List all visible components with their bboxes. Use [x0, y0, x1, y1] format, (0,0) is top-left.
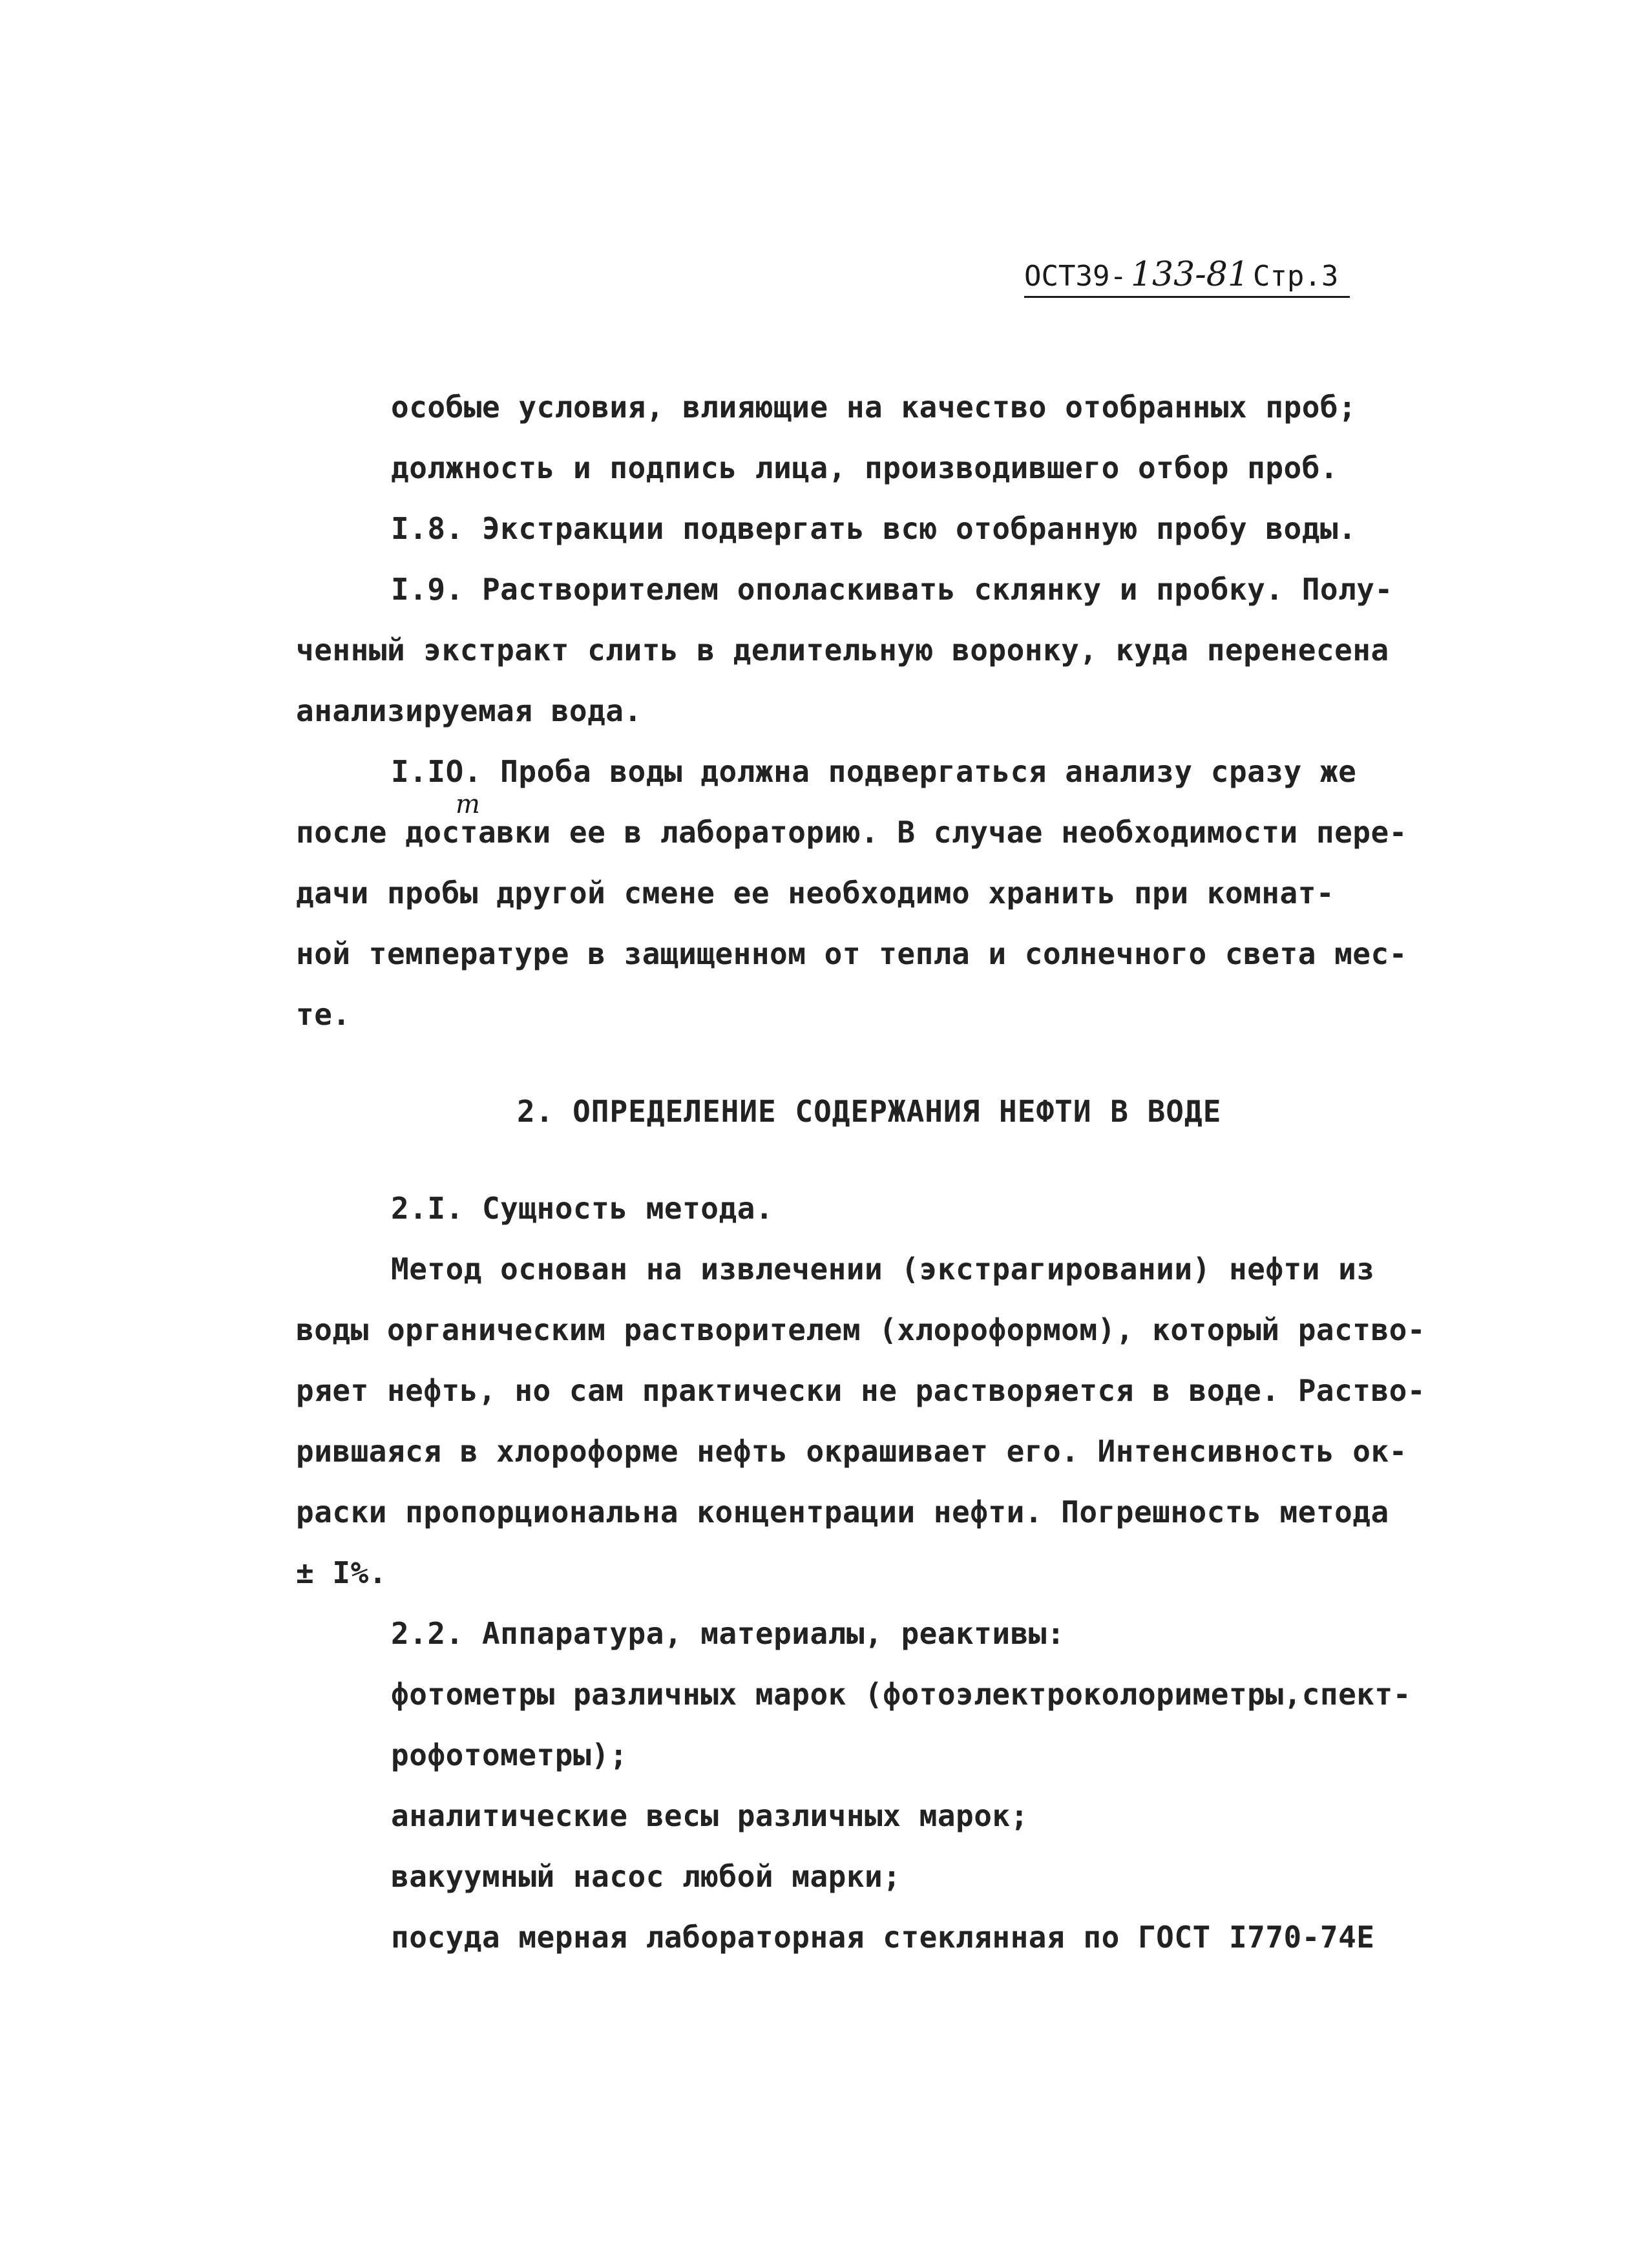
text-line: I.8. Экстракции подвергать всю отобранную пробу воды. — [391, 511, 1357, 546]
text-line: должность и подпись лица, производившего отбор проб. — [391, 450, 1339, 485]
subsection-heading: 2.2. Аппаратура, материалы, реактивы: — [391, 1616, 1066, 1651]
text-line: те. — [296, 997, 351, 1032]
text-line: I.IO. Проба воды должна подвергаться анализу сразу же — [391, 754, 1357, 789]
text-line: дачи пробы другой смене ее необходимо хранить при комнат- — [296, 876, 1335, 910]
text-line: после доставки ее в лабораторию. В случае необходимости пере- — [296, 815, 1407, 850]
list-item: вакуумный насос любой марки; — [391, 1859, 901, 1894]
list-item: посуда мерная лабораторная стеклянная по ГОСТ I770-74Е — [391, 1920, 1375, 1955]
list-item: фотометры различных марок (фотоэлектроколориметры,спект- — [391, 1677, 1411, 1712]
text-line: рившаяся в хлороформе нефть окрашивает его. Интенсивность ок- — [296, 1434, 1407, 1469]
section-heading: 2. ОПРЕДЕЛЕНИЕ СОДЕРЖАНИЯ НЕФТИ В ВОДЕ — [517, 1094, 1222, 1129]
text-line: особые условия, влияющие на качество отобранных проб; — [391, 390, 1357, 425]
handwritten-standard-number: 133-81 — [1130, 255, 1249, 294]
subsection-heading: 2.I. Сущность метода. — [391, 1191, 774, 1226]
text-line: анализируемая вода. — [296, 693, 642, 728]
document-header — [1024, 255, 1350, 298]
text-line: I.9. Растворителем ополаскивать склянку и пробку. Полу- — [391, 572, 1393, 607]
text-line: ной температуре в защищенном от тепла и солнечного света мес- — [296, 936, 1407, 971]
list-item: аналитические весы различных марок; — [391, 1798, 1029, 1833]
text-line: ченный экстракт слить в делительную воронку, куда перенесена — [296, 633, 1389, 667]
text-line: воды органическим растворителем (хлороформом), который раство- — [296, 1312, 1426, 1347]
text-line: Метод основан на извлечении (экстрагировании) нефти из — [391, 1252, 1375, 1286]
list-item: рофотометры); — [391, 1738, 628, 1772]
text-line: ряет нефть, но сам практически не растворяется в воде. Раство- — [296, 1373, 1426, 1408]
text-line: раски пропорциональна концентрации нефти. Погрешность метода — [296, 1495, 1389, 1529]
page-number: Стр.3 — [1252, 260, 1339, 293]
handwritten-correction: т — [456, 790, 480, 819]
text-line: ± I%. — [296, 1555, 387, 1590]
standard-code-prefix: ОСТ39- — [1024, 260, 1127, 293]
